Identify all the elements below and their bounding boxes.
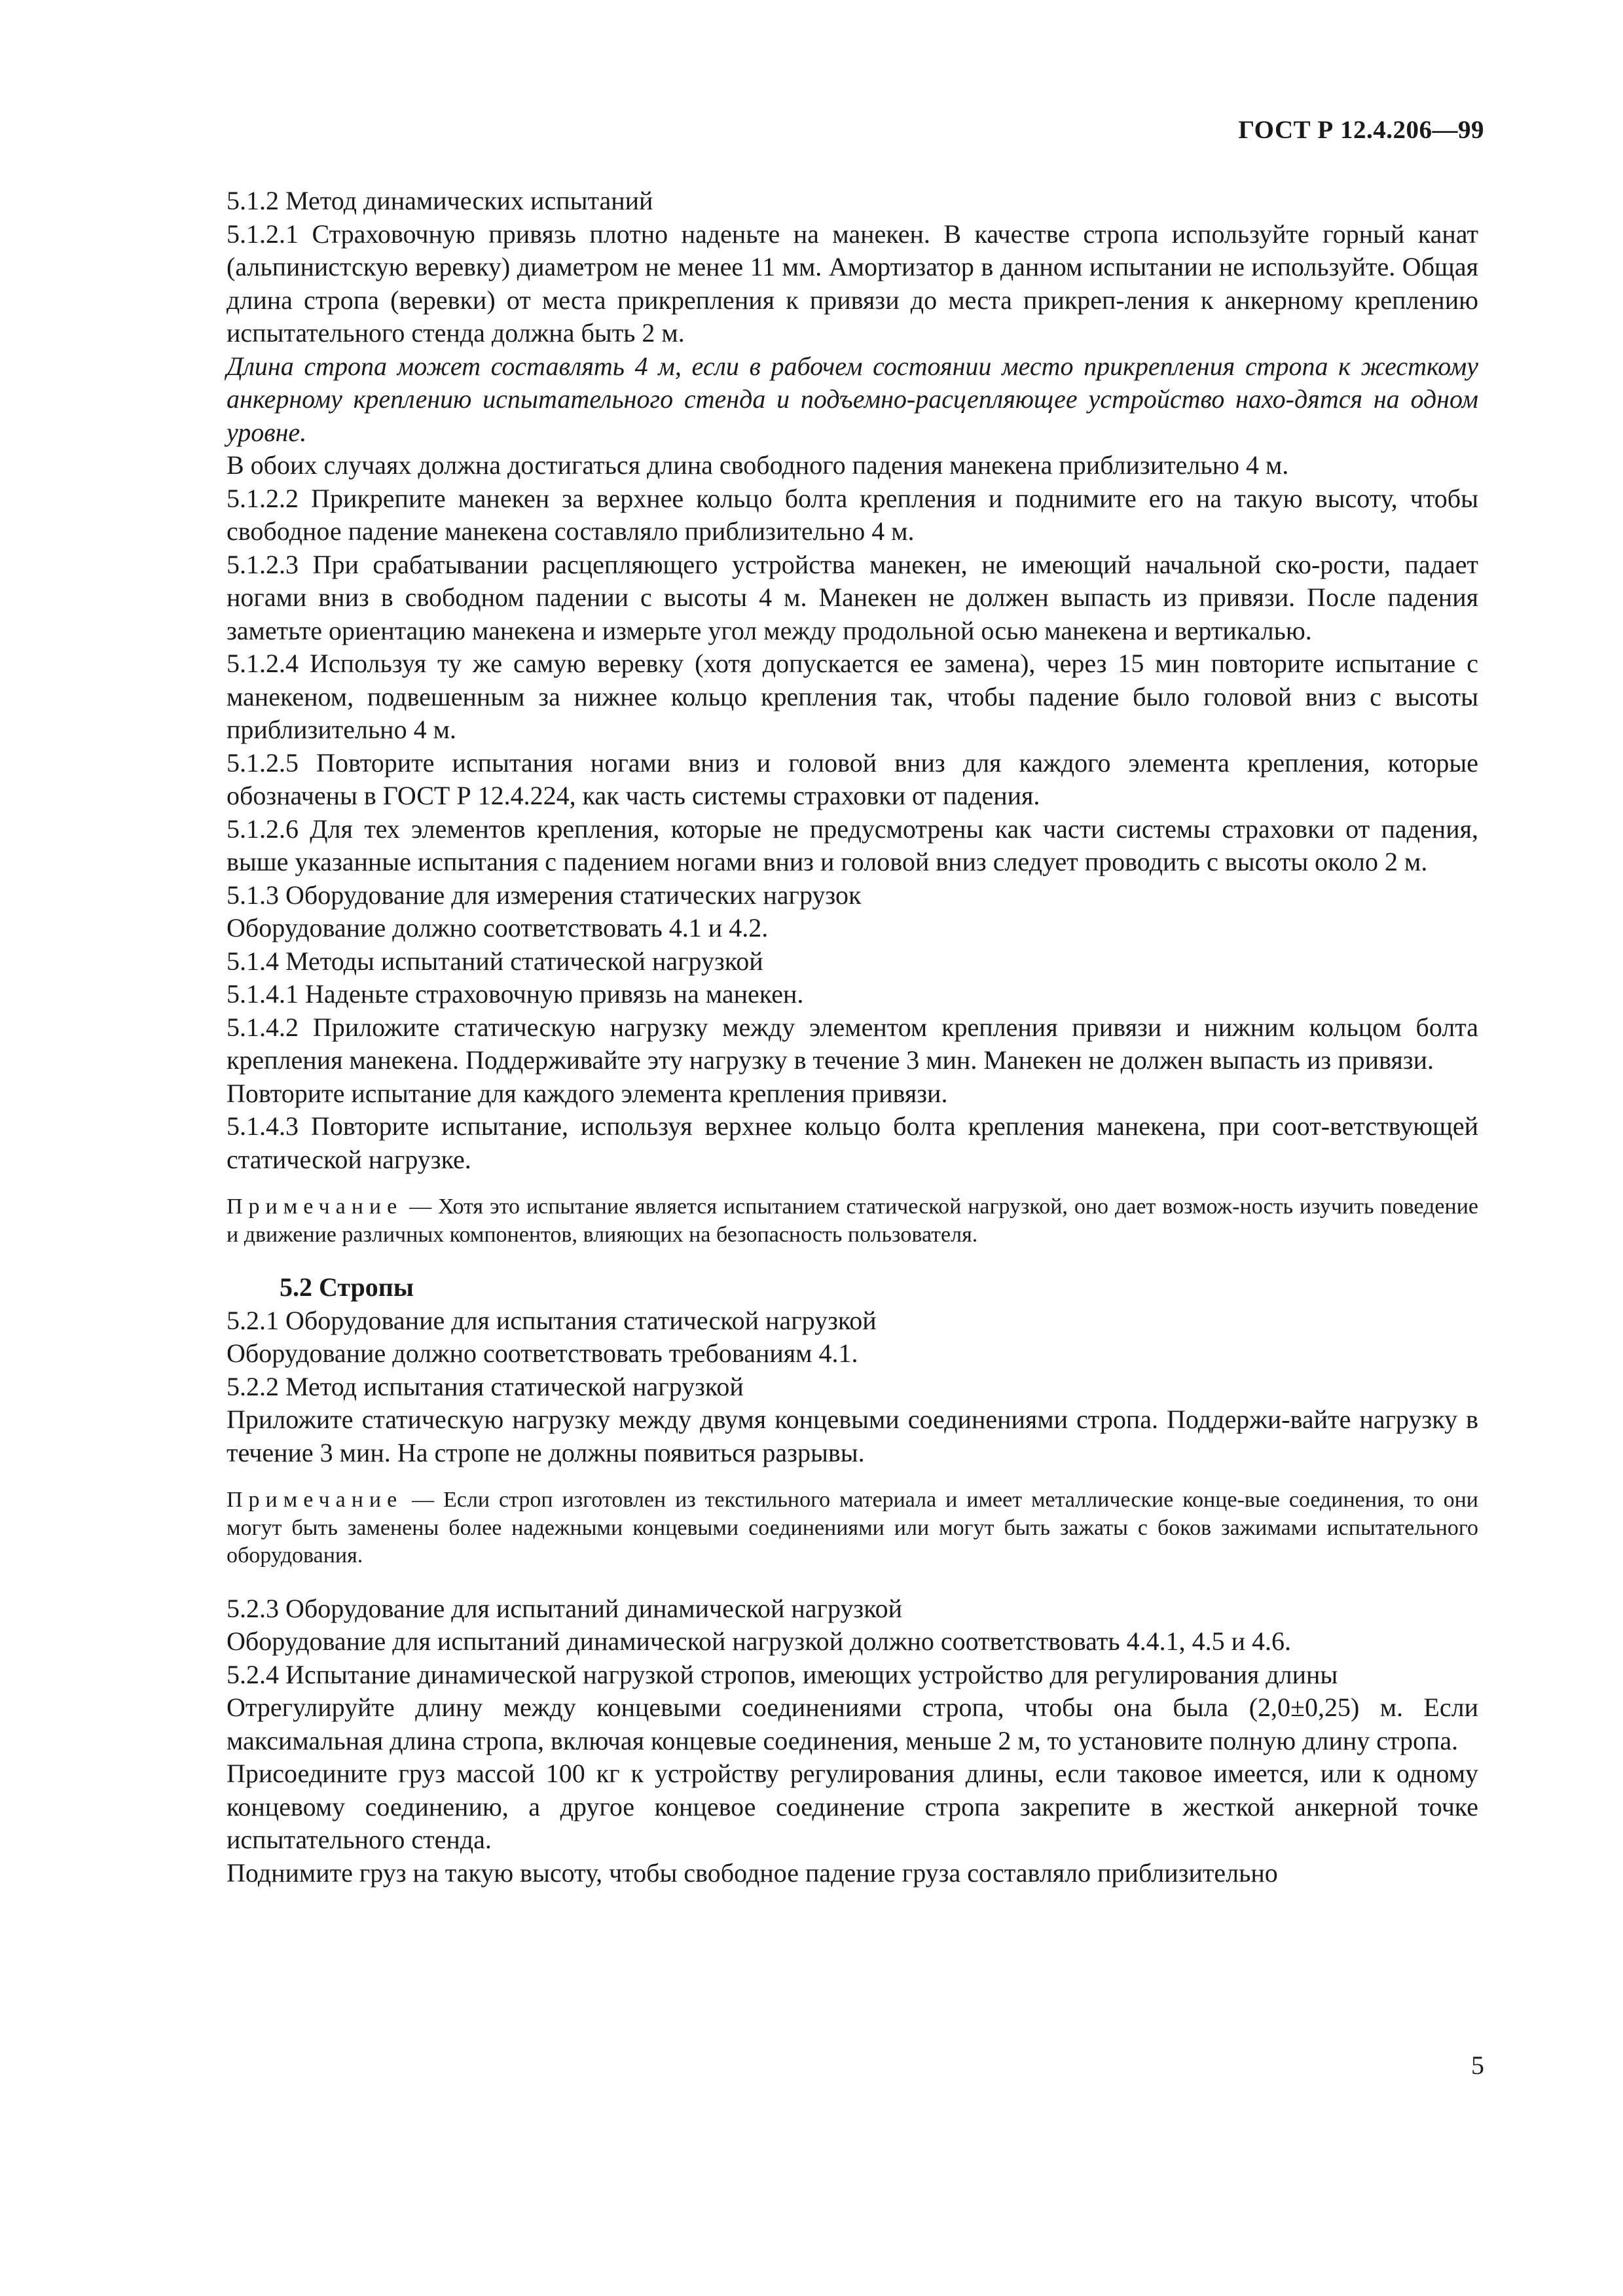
page-number: 5 bbox=[1471, 2051, 1484, 2080]
paragraph-5-1-2-6: 5.1.2.6 Для тех элементов крепления, которые не предусмотрены как части системы страховки от падения, выше указанные испытания с падением ногами вниз и головой вниз следует проводить с высоты около 2 м. bbox=[227, 814, 1478, 876]
subsection-heading-5-1-4: 5.1.4 Методы испытаний статической нагрузкой bbox=[227, 946, 763, 976]
paragraph-5-1-2-5: 5.1.2.5 Повторите испытания ногами вниз и головой вниз для каждого элемента крепления, которые обозначены в ГОСТ Р 12.4.224, как часть системы страховки от падения. bbox=[227, 747, 1478, 810]
paragraph-5-1-4-1: 5.1.4.1 Наденьте страховочную привязь на манекен. bbox=[227, 979, 804, 1009]
paragraph-italic-note: Длина стропа может составлять 4 м, если в рабочем состоянии место прикрепления стропа к жесткому анкерному креплению испытательного стенда и подъемно-расцепляющее устройство нахо-дятся на одном уровне. bbox=[227, 351, 1478, 447]
section-heading-5-2: 5.2 Стропы bbox=[280, 1272, 414, 1302]
paragraph-adjust-length: Отрегулируйте длину между концевыми соединениями стропа, чтобы она была (2,0±0,25) м. Если максимальная длина стропа, включая концевые соединения, меньше 2 м, то установите полную длину стропа. bbox=[227, 1693, 1478, 1755]
note-static-load: Примечание — Хотя это испытание является испытанием статической нагрузкой, оно дает возмож-ность изучить поведение и движение различных компонентов, влияющих на безопасность пользователя. bbox=[227, 1194, 1478, 1247]
paragraph-5-1-4-3: 5.1.4.3 Повторите испытание, используя верхнее кольцо болта крепления манекена, при соот-ветствующей статической нагрузке. bbox=[227, 1111, 1478, 1174]
subsection-heading-5-2-1: 5.2.1 Оборудование для испытания статической нагрузкой bbox=[227, 1305, 877, 1335]
note-label: Примечание bbox=[227, 1488, 403, 1512]
subsection-heading-5-2-3: 5.2.3 Оборудование для испытаний динамической нагрузкой bbox=[227, 1593, 903, 1623]
paragraph-5-1-2-1: 5.1.2.1 Страховочную привязь плотно наденьте на манекен. В качестве стропа используйте горный канат (альпинистскую веревку) диаметром не менее 11 мм. Амортизатор в данном испытании не используйте. Общая длина стропа (веревки) от места прикрепления к привязи до места прикреп-ления к анкерному креплению испытательного стенда должна быть 2 м. bbox=[227, 219, 1478, 348]
document-code: ГОСТ Р 12.4.206—99 bbox=[1238, 116, 1484, 144]
paragraph-5-1-2-3: 5.1.2.3 При срабатывании расцепляющего устройства манекен, не имеющий начальной ско-рости, падает ногами вниз в свободном падении с высоты 4 м. Манекен не должен выпасть из привязи. После падения заметьте ориентацию манекена и измерьте угол между продольной осью манекена и вертикалью. bbox=[227, 549, 1478, 645]
subsection-heading-5-1-2: 5.1.2 Метод динамических испытаний bbox=[227, 186, 653, 215]
paragraph-attach-weight: Присоедините груз массой 100 кг к устройству регулирования длины, если таковое имеется, или к одному концевому соединению, а другое концевое соединение стропа закрепите в жесткой анкерной точке испытательного стенда. bbox=[227, 1759, 1478, 1854]
paragraph-apply-static-load: Приложите статическую нагрузку между двумя концевыми соединениями стропа. Поддержи-вайте нагрузку в течение 3 мин. На стропе не должны появиться разрывы. bbox=[227, 1405, 1478, 1467]
paragraph-5-1-2-4: 5.1.2.4 Используя ту же самую веревку (хотя допускается ее замена), через 15 мин повторите испытание с манекеном, подвешенным за нижнее кольцо крепления так, чтобы падение было головой вниз с высоты приблизительно 4 м. bbox=[227, 649, 1478, 744]
paragraph-requirements-4-1: Оборудование должно соответствовать требованиям 4.1. bbox=[227, 1338, 858, 1368]
subsection-heading-5-1-3: 5.1.3 Оборудование для измерения статических нагрузок bbox=[227, 880, 862, 910]
subsection-heading-5-2-2: 5.2.2 Метод испытания статической нагрузкой bbox=[227, 1371, 744, 1401]
paragraph-5-1-4-2: 5.1.4.2 Приложите статическую нагрузку между элементом крепления привязи и нижним кольцом болта крепления манекена. Поддерживайте эту нагрузку в течение 3 мин. Манекен не должен выпасть из привязи. bbox=[227, 1012, 1478, 1075]
paragraph-both-cases: В обоих случаях должна достигаться длина свободного падения манекена приблизительно 4 м. bbox=[227, 450, 1289, 480]
paragraph-5-1-2-2: 5.1.2.2 Прикрепите манекен за верхнее кольцо болта крепления и поднимите его на такую высоту, чтобы свободное падение манекена составляло приблизительно 4 м. bbox=[227, 483, 1478, 546]
paragraph-equipment-4-1: Оборудование должно соответствовать 4.1 и 4.2. bbox=[227, 913, 769, 942]
note-label: Примечание bbox=[227, 1194, 403, 1219]
note-textile-sling: Примечание — Если строп изготовлен из текстильного материала и имеет металлические конце-вые соединения, то они могут быть заменены более надежными концевыми соединениями или могут быть зажаты с боков зажимами испытательного оборудования. bbox=[227, 1488, 1478, 1568]
paragraph-dynamic-equipment: Оборудование для испытаний динамической нагрузкой должно соответствовать 4.4.1, 4.5 и 4.6. bbox=[227, 1626, 1291, 1656]
paragraph-repeat-test: Повторите испытание для каждого элемента крепления привязи. bbox=[227, 1078, 948, 1108]
paragraph-raise-weight: Поднимите груз на такую высоту, чтобы свободное падение груза составляло приблизительно bbox=[227, 1857, 1278, 1888]
page-body bbox=[227, 185, 1478, 1890]
subsection-heading-5-2-4: 5.2.4 Испытание динамической нагрузкой стропов, имеющих устройство для регулирования длины bbox=[227, 1659, 1338, 1689]
